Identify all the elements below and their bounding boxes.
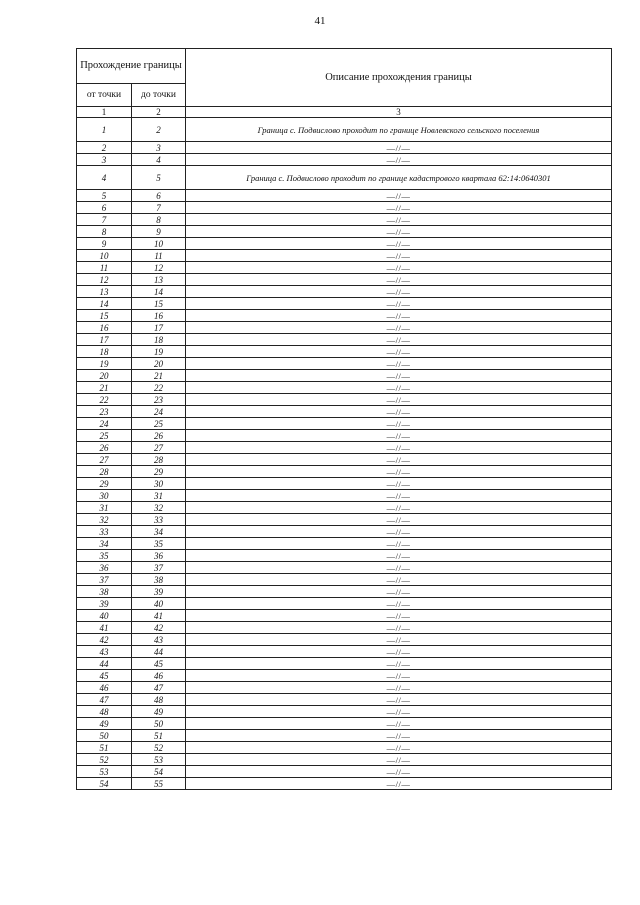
description-cell: —//—	[186, 322, 612, 334]
from-point-cell: 22	[77, 394, 132, 406]
description-cell: —//—	[186, 406, 612, 418]
table-row	[77, 118, 612, 142]
description-cell: —//—	[186, 610, 612, 622]
from-point-cell: 1	[77, 118, 132, 142]
to-point-cell: 7	[132, 202, 186, 214]
to-point-cell: 22	[132, 382, 186, 394]
table-row	[77, 166, 612, 190]
to-point-cell: 43	[132, 634, 186, 646]
description-cell: —//—	[186, 394, 612, 406]
from-point-cell: 34	[77, 538, 132, 550]
from-point-cell: 39	[77, 598, 132, 610]
to-point-cell: 9	[132, 226, 186, 238]
table-row	[77, 718, 612, 730]
to-point-cell: 11	[132, 250, 186, 262]
description-cell: —//—	[186, 682, 612, 694]
table-row	[77, 466, 612, 478]
table-row	[77, 394, 612, 406]
description-cell: —//—	[186, 754, 612, 766]
table-row	[77, 478, 612, 490]
from-point-cell: 23	[77, 406, 132, 418]
to-point-cell: 21	[132, 370, 186, 382]
from-point-cell: 37	[77, 574, 132, 586]
from-point-cell: 51	[77, 742, 132, 754]
from-point-cell: 7	[77, 214, 132, 226]
description-cell: —//—	[186, 286, 612, 298]
table-row	[77, 454, 612, 466]
table-row	[77, 562, 612, 574]
to-point-cell: 8	[132, 214, 186, 226]
description-cell: —//—	[186, 142, 612, 154]
from-point-cell: 52	[77, 754, 132, 766]
to-point-cell: 39	[132, 586, 186, 598]
header-passage: Прохождение границы	[77, 49, 186, 84]
from-point-cell: 47	[77, 694, 132, 706]
description-cell: —//—	[186, 214, 612, 226]
description-cell: —//—	[186, 574, 612, 586]
table-row	[77, 322, 612, 334]
description-cell: —//—	[186, 454, 612, 466]
from-point-cell: 49	[77, 718, 132, 730]
table-row	[77, 730, 612, 742]
to-point-cell: 24	[132, 406, 186, 418]
from-point-cell: 27	[77, 454, 132, 466]
table-row	[77, 286, 612, 298]
from-point-cell: 36	[77, 562, 132, 574]
to-point-cell: 16	[132, 310, 186, 322]
to-point-cell: 53	[132, 754, 186, 766]
to-point-cell: 45	[132, 658, 186, 670]
description-cell: —//—	[186, 586, 612, 598]
boundary-table	[76, 48, 612, 790]
to-point-cell: 42	[132, 622, 186, 634]
from-point-cell: 17	[77, 334, 132, 346]
table-row	[77, 214, 612, 226]
from-point-cell: 40	[77, 610, 132, 622]
description-cell: —//—	[186, 298, 612, 310]
to-point-cell: 10	[132, 238, 186, 250]
table-row	[77, 778, 612, 790]
description-cell: —//—	[186, 358, 612, 370]
from-point-cell: 44	[77, 658, 132, 670]
description-cell: —//—	[186, 334, 612, 346]
description-cell: —//—	[186, 526, 612, 538]
to-point-cell: 3	[132, 142, 186, 154]
description-cell: —//—	[186, 730, 612, 742]
table-row	[77, 442, 612, 454]
from-point-cell: 45	[77, 670, 132, 682]
from-point-cell: 9	[77, 238, 132, 250]
description-cell: —//—	[186, 778, 612, 790]
from-point-cell: 54	[77, 778, 132, 790]
to-point-cell: 52	[132, 742, 186, 754]
table-row	[77, 142, 612, 154]
table-row	[77, 706, 612, 718]
to-point-cell: 27	[132, 442, 186, 454]
table-row	[77, 370, 612, 382]
table-row	[77, 202, 612, 214]
description-cell: —//—	[186, 370, 612, 382]
description-cell: —//—	[186, 706, 612, 718]
table-row	[77, 250, 612, 262]
from-point-cell: 18	[77, 346, 132, 358]
from-point-cell: 29	[77, 478, 132, 490]
from-point-cell: 43	[77, 646, 132, 658]
table-row	[77, 274, 612, 286]
description-cell: —//—	[186, 418, 612, 430]
from-point-cell: 3	[77, 154, 132, 166]
from-point-cell: 2	[77, 142, 132, 154]
table-row	[77, 526, 612, 538]
table-row	[77, 358, 612, 370]
table-row	[77, 538, 612, 550]
header-to-point: до точки	[132, 84, 186, 107]
to-point-cell: 17	[132, 322, 186, 334]
description-cell: —//—	[186, 226, 612, 238]
table-row	[77, 598, 612, 610]
table-row	[77, 766, 612, 778]
table-row	[77, 406, 612, 418]
table-row	[77, 694, 612, 706]
from-point-cell: 30	[77, 490, 132, 502]
description-cell: —//—	[186, 478, 612, 490]
table-row	[77, 334, 612, 346]
table-row	[77, 550, 612, 562]
to-point-cell: 23	[132, 394, 186, 406]
to-point-cell: 40	[132, 598, 186, 610]
description-cell: Граница с. Подвислово проходит по границе кадастрового квартала 62:14:0640301	[186, 166, 612, 190]
to-point-cell: 18	[132, 334, 186, 346]
table-row	[77, 574, 612, 586]
table-row	[77, 310, 612, 322]
description-cell: —//—	[186, 658, 612, 670]
from-point-cell: 21	[77, 382, 132, 394]
to-point-cell: 30	[132, 478, 186, 490]
table-row	[77, 646, 612, 658]
table-row	[77, 658, 612, 670]
from-point-cell: 46	[77, 682, 132, 694]
from-point-cell: 16	[77, 322, 132, 334]
description-cell: —//—	[186, 718, 612, 730]
to-point-cell: 46	[132, 670, 186, 682]
table-row	[77, 190, 612, 202]
from-point-cell: 24	[77, 418, 132, 430]
from-point-cell: 5	[77, 190, 132, 202]
to-point-cell: 20	[132, 358, 186, 370]
description-cell: —//—	[186, 202, 612, 214]
table-row	[77, 670, 612, 682]
from-point-cell: 33	[77, 526, 132, 538]
to-point-cell: 36	[132, 550, 186, 562]
description-cell: —//—	[186, 238, 612, 250]
to-point-cell: 31	[132, 490, 186, 502]
from-point-cell: 28	[77, 466, 132, 478]
description-cell: —//—	[186, 430, 612, 442]
from-point-cell: 53	[77, 766, 132, 778]
from-point-cell: 50	[77, 730, 132, 742]
from-point-cell: 25	[77, 430, 132, 442]
to-point-cell: 14	[132, 286, 186, 298]
from-point-cell: 14	[77, 298, 132, 310]
to-point-cell: 51	[132, 730, 186, 742]
from-point-cell: 26	[77, 442, 132, 454]
description-cell: —//—	[186, 466, 612, 478]
table-row	[77, 346, 612, 358]
to-point-cell: 29	[132, 466, 186, 478]
from-point-cell: 31	[77, 502, 132, 514]
to-point-cell: 15	[132, 298, 186, 310]
description-cell: Граница с. Подвислово проходит по границе Новлевского сельского поселения	[186, 118, 612, 142]
table-row	[77, 622, 612, 634]
to-point-cell: 32	[132, 502, 186, 514]
table-row	[77, 586, 612, 598]
description-cell: —//—	[186, 646, 612, 658]
to-point-cell: 12	[132, 262, 186, 274]
page-number: 41	[314, 15, 326, 27]
table-row	[77, 226, 612, 238]
description-cell: —//—	[186, 622, 612, 634]
from-point-cell: 41	[77, 622, 132, 634]
description-cell: —//—	[186, 598, 612, 610]
from-point-cell: 48	[77, 706, 132, 718]
table-row	[77, 610, 612, 622]
from-point-cell: 38	[77, 586, 132, 598]
description-cell: —//—	[186, 154, 612, 166]
description-cell: —//—	[186, 766, 612, 778]
description-cell: —//—	[186, 310, 612, 322]
to-point-cell: 54	[132, 766, 186, 778]
from-point-cell: 6	[77, 202, 132, 214]
from-point-cell: 11	[77, 262, 132, 274]
from-point-cell: 19	[77, 358, 132, 370]
description-cell: —//—	[186, 562, 612, 574]
from-point-cell: 12	[77, 274, 132, 286]
to-point-cell: 35	[132, 538, 186, 550]
description-cell: —//—	[186, 382, 612, 394]
description-cell: —//—	[186, 694, 612, 706]
to-point-cell: 48	[132, 694, 186, 706]
to-point-cell: 47	[132, 682, 186, 694]
description-cell: —//—	[186, 442, 612, 454]
table-row	[77, 634, 612, 646]
from-point-cell: 35	[77, 550, 132, 562]
to-point-cell: 49	[132, 706, 186, 718]
from-point-cell: 8	[77, 226, 132, 238]
from-point-cell: 4	[77, 166, 132, 190]
description-cell: —//—	[186, 346, 612, 358]
description-cell: —//—	[186, 514, 612, 526]
from-point-cell: 20	[77, 370, 132, 382]
to-point-cell: 13	[132, 274, 186, 286]
to-point-cell: 5	[132, 166, 186, 190]
description-cell: —//—	[186, 670, 612, 682]
table-row	[77, 502, 612, 514]
to-point-cell: 34	[132, 526, 186, 538]
table-row	[77, 262, 612, 274]
table-body	[77, 118, 612, 790]
from-point-cell: 13	[77, 286, 132, 298]
description-cell: —//—	[186, 274, 612, 286]
header-description: Описание прохождения границы	[186, 49, 612, 107]
description-cell: —//—	[186, 550, 612, 562]
from-point-cell: 15	[77, 310, 132, 322]
description-cell: —//—	[186, 250, 612, 262]
header-from-point: от точки	[77, 84, 132, 107]
to-point-cell: 50	[132, 718, 186, 730]
to-point-cell: 33	[132, 514, 186, 526]
description-cell: —//—	[186, 190, 612, 202]
description-cell: —//—	[186, 262, 612, 274]
to-point-cell: 41	[132, 610, 186, 622]
to-point-cell: 4	[132, 154, 186, 166]
table-row	[77, 418, 612, 430]
table-row	[77, 682, 612, 694]
table-row	[77, 154, 612, 166]
to-point-cell: 2	[132, 118, 186, 142]
table-row	[77, 490, 612, 502]
to-point-cell: 44	[132, 646, 186, 658]
table-row	[77, 382, 612, 394]
header-col-number-1: 1	[77, 107, 132, 118]
to-point-cell: 25	[132, 418, 186, 430]
description-cell: —//—	[186, 742, 612, 754]
from-point-cell: 32	[77, 514, 132, 526]
from-point-cell: 42	[77, 634, 132, 646]
to-point-cell: 26	[132, 430, 186, 442]
header-col-number-3: 3	[186, 107, 612, 118]
table-row	[77, 430, 612, 442]
to-point-cell: 19	[132, 346, 186, 358]
table-row	[77, 238, 612, 250]
to-point-cell: 28	[132, 454, 186, 466]
to-point-cell: 6	[132, 190, 186, 202]
header-col-number-2: 2	[132, 107, 186, 118]
to-point-cell: 38	[132, 574, 186, 586]
to-point-cell: 55	[132, 778, 186, 790]
table-row	[77, 742, 612, 754]
description-cell: —//—	[186, 634, 612, 646]
description-cell: —//—	[186, 538, 612, 550]
table-row	[77, 298, 612, 310]
table-row	[77, 754, 612, 766]
to-point-cell: 37	[132, 562, 186, 574]
from-point-cell: 10	[77, 250, 132, 262]
description-cell: —//—	[186, 502, 612, 514]
description-cell: —//—	[186, 490, 612, 502]
table-row	[77, 514, 612, 526]
